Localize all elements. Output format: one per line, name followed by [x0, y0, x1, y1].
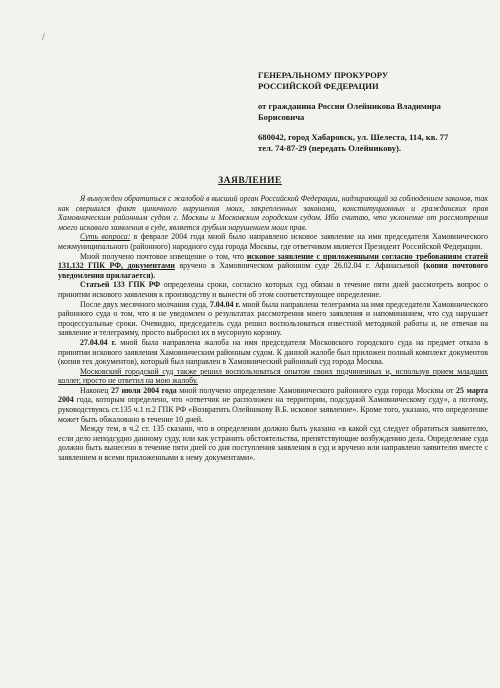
document-title: ЗАЯВЛЕНИЕ — [218, 176, 282, 186]
paragraph-ruling: Наконец 27 июля 2004 года мной получено определение Хамовнического районного суда города Москвы от 25 марта 2004 года, которым определено, что «ответчик не расположен на территории, подсудной Хамовническому суду», а поэтому, руководствуясь ст.135 ч.1 п.2 ГПК РФ «Возвратить Олейникову В.Б. исковое заявление». Кроме того, указано, что определение может быть обжаловано в течение 10 дней. — [58, 385, 488, 424]
paragraph-intro: Я вынужден обратиться с жалобой в высший орган Российской Федерации, надзирающий за соблюдением законов, так как свершился факт циничного нарушения моих, закрепленных законами, конституционных и гражданских прав Хамовническим районным судом г. Москвы и Московским городским судом. Ибо считаю, что уклонение от рассмотрения моего искового заявления в суде, является грубым нарушением моих прав. — [58, 194, 488, 232]
margin-mark: / — [42, 32, 45, 43]
document-body — [58, 194, 488, 463]
sender-line-2: Борисовича — [258, 112, 305, 122]
paragraph-telegram: После двух месячного молчания суда, 7.04.04 г. мной была направлена телеграмма на имя председателя Хамовнического районного суда о том, что я не уведомлен о результатах рассмотрения моего заявления и напоминанием, что суд нарушает процессуальные сроки. Очевидно, председатель суда решил воспользоваться известной методикой работы и, не отвечая на заявление и телеграмму, просто выбросил их в мусорную корзину. — [58, 299, 488, 338]
recipient-line-2: РОССИЙСКОЙ ФЕДЕРАЦИИ — [258, 81, 379, 91]
paragraph-article-135: Между тем, в ч.2 ст. 135 сказано, что в определении должно быть указано «в какой суд следует обратиться заявителю, если дело неподсудно данному суду, или как устранить обстоятельства, препятствующие возбуждению дела. Определение суда должно быть вынесено в течение пяти дней со дня поступления заявления в суд и вручено или направлено заявителю вместе с заявлением и всеми приложенными к нему документами». — [58, 424, 488, 463]
recipient-line-1: ГЕНЕРАЛЬНОМУ ПРОКУРОРУ — [258, 70, 389, 80]
sender-line-1: от гражданина России Олейникова Владимира — [258, 101, 441, 111]
paragraph-essence: Суть вопроса: в феврале 2004 года мной было направлено исковое заявление на имя председателя Хамовнического межмуниципального (районного) народного суда города Москвы, где ответчиком является Президент Российской Федерации. — [58, 232, 488, 251]
paragraph-article-133: Статьей 133 ГПК РФ определены сроки, согласно которых суд обязан в течение пяти дней рассмотреть вопрос о принятии искового заявления к производству и вынести об этом соответствующее определение. — [58, 280, 489, 299]
sender-address: 680042, город Хабаровск, ул. Шелеста, 114, кв. 77 — [258, 132, 449, 142]
sender-phone: тел. 74-87-29 (передать Олейникову). — [258, 143, 402, 153]
paragraph-complaint: 27.04.04 г. мной была направлена жалоба на имя председателя Московского городского суда на предмет отказа в принятии искового заявления Хамовническим районным судом. К данной жалобе был приложен полный комплект документов (копия тех документов), который был направлен в Хамовнический районный суд города Москва. — [58, 337, 488, 367]
paragraph-city-court: Московский городской суд также решил воспользоваться опытом своих подчиненных и, используя прием младших коллег, просто не ответил на мою жалобу. — [58, 366, 488, 386]
paragraph-notice: Мной получено почтовое извещение о том, что исковое заявление с приложенными согласно требованиям статей 131,132 ГПК РФ, документами вручено в Хамовническом районном суде 26.02.04 г. Афанасьевой (копия почтового уведомления прилагается). — [58, 251, 489, 280]
